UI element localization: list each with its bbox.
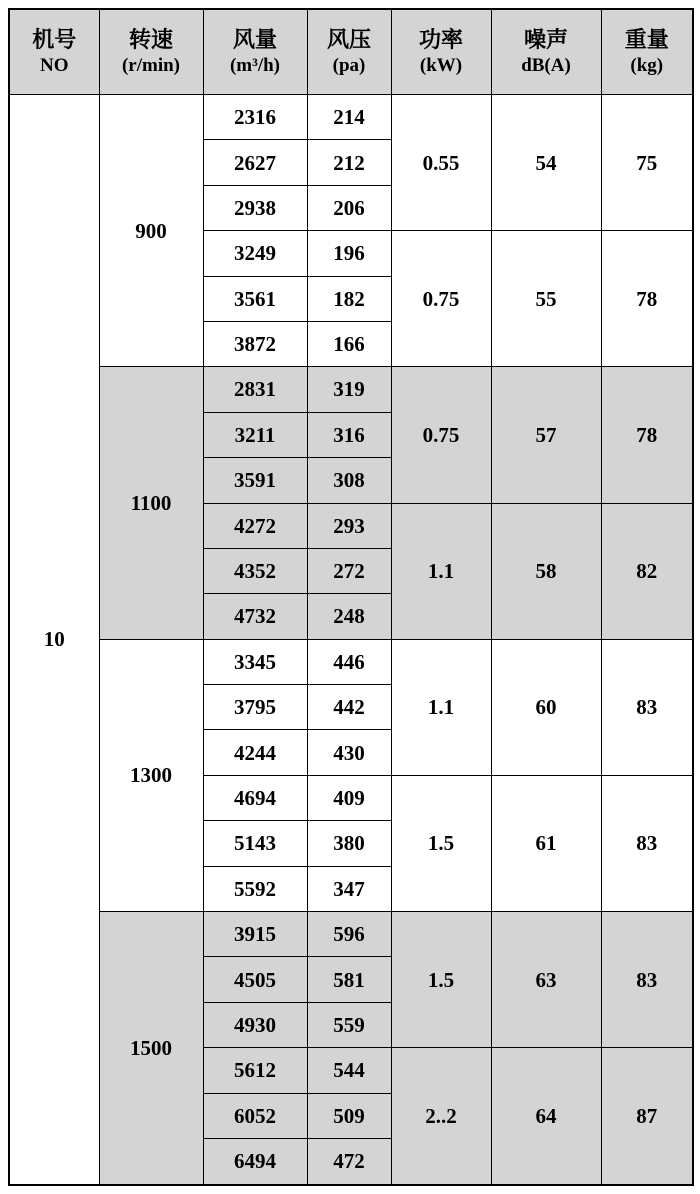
cell-pressure: 293 [307, 503, 391, 548]
cell-airflow: 3249 [203, 231, 307, 276]
cell-airflow: 3561 [203, 276, 307, 321]
cell-airflow: 6494 [203, 1138, 307, 1185]
cell-pressure: 308 [307, 458, 391, 503]
cell-pressure: 472 [307, 1138, 391, 1185]
cell-airflow: 3915 [203, 912, 307, 957]
header-cell-airflow [203, 9, 307, 95]
cell-weight: 75 [601, 95, 693, 231]
cell-pressure: 509 [307, 1093, 391, 1138]
header-label-cn: 功率 [418, 27, 463, 53]
cell-power: 1.1 [391, 639, 491, 775]
cell-airflow: 4352 [203, 548, 307, 593]
cell-pressure: 347 [307, 866, 391, 911]
header-label-unit: dB(A) [521, 54, 571, 76]
cell-pressure: 409 [307, 775, 391, 820]
fan-specification-table [8, 8, 694, 1186]
cell-pressure: 596 [307, 912, 391, 957]
table-header [9, 9, 693, 95]
cell-airflow: 2627 [203, 140, 307, 185]
cell-airflow: 2831 [203, 367, 307, 412]
cell-noise: 58 [491, 503, 601, 639]
cell-pressure: 206 [307, 185, 391, 230]
cell-power: 0.75 [391, 231, 491, 367]
cell-speed: 1100 [99, 367, 203, 639]
cell-airflow: 4244 [203, 730, 307, 775]
header-cell-noise [491, 9, 601, 95]
cell-pressure: 214 [307, 95, 391, 140]
cell-pressure: 559 [307, 1002, 391, 1047]
table-row [9, 95, 693, 140]
table-row [9, 367, 693, 412]
cell-airflow: 3591 [203, 458, 307, 503]
header-cell-pressure [307, 9, 391, 95]
header-label-cn: 机号 [32, 27, 77, 53]
cell-airflow: 4505 [203, 957, 307, 1002]
header-row [9, 9, 693, 95]
header-cell-power [391, 9, 491, 95]
header-label-unit: (kg) [630, 54, 664, 76]
cell-airflow: 5592 [203, 866, 307, 911]
cell-pressure: 272 [307, 548, 391, 593]
table-body [9, 95, 693, 1186]
cell-airflow: 4272 [203, 503, 307, 548]
cell-model-no: 10 [9, 95, 99, 1186]
cell-pressure: 581 [307, 957, 391, 1002]
cell-noise: 55 [491, 231, 601, 367]
cell-airflow: 2316 [203, 95, 307, 140]
cell-weight: 83 [601, 639, 693, 775]
cell-weight: 82 [601, 503, 693, 639]
cell-pressure: 248 [307, 594, 391, 639]
cell-power: 0.55 [391, 95, 491, 231]
header-label-cn: 转速 [128, 27, 173, 53]
cell-noise: 61 [491, 775, 601, 911]
table-row [9, 639, 693, 684]
cell-pressure: 446 [307, 639, 391, 684]
cell-airflow: 5612 [203, 1048, 307, 1093]
cell-pressure: 319 [307, 367, 391, 412]
cell-power: 1.5 [391, 912, 491, 1048]
header-cell-speed [99, 9, 203, 95]
cell-speed: 1500 [99, 912, 203, 1185]
header-label-unit: (kW) [419, 54, 463, 76]
cell-pressure: 544 [307, 1048, 391, 1093]
cell-weight: 78 [601, 367, 693, 503]
cell-speed: 1300 [99, 639, 203, 911]
cell-airflow: 3211 [203, 412, 307, 457]
cell-airflow: 3795 [203, 685, 307, 730]
header-label-unit: NO [40, 54, 69, 76]
cell-airflow: 3872 [203, 321, 307, 366]
cell-power: 1.1 [391, 503, 491, 639]
cell-pressure: 380 [307, 821, 391, 866]
header-label-unit: (pa) [332, 54, 366, 76]
cell-airflow: 2938 [203, 185, 307, 230]
cell-airflow: 6052 [203, 1093, 307, 1138]
header-cell-weight [601, 9, 693, 95]
cell-noise: 57 [491, 367, 601, 503]
cell-pressure: 442 [307, 685, 391, 730]
header-label-cn: 噪声 [523, 27, 568, 53]
cell-power: 0.75 [391, 367, 491, 503]
cell-airflow: 3345 [203, 639, 307, 684]
cell-airflow: 4732 [203, 594, 307, 639]
header-label-cn: 重量 [624, 27, 669, 53]
cell-pressure: 316 [307, 412, 391, 457]
header-label-unit: (m³/h) [229, 54, 281, 76]
cell-pressure: 212 [307, 140, 391, 185]
cell-pressure: 166 [307, 321, 391, 366]
cell-airflow: 4930 [203, 1002, 307, 1047]
cell-airflow: 4694 [203, 775, 307, 820]
cell-noise: 54 [491, 95, 601, 231]
cell-pressure: 430 [307, 730, 391, 775]
table-row [9, 912, 693, 957]
cell-noise: 64 [491, 1048, 601, 1185]
cell-power: 1.5 [391, 775, 491, 911]
cell-airflow: 5143 [203, 821, 307, 866]
cell-pressure: 196 [307, 231, 391, 276]
header-label-unit: (r/min) [121, 54, 181, 76]
header-cell-model-no [9, 9, 99, 95]
cell-noise: 63 [491, 912, 601, 1048]
header-label-cn: 风压 [326, 27, 371, 53]
cell-weight: 78 [601, 231, 693, 367]
header-label-cn: 风量 [232, 27, 277, 53]
cell-weight: 83 [601, 912, 693, 1048]
cell-noise: 60 [491, 639, 601, 775]
cell-pressure: 182 [307, 276, 391, 321]
cell-speed: 900 [99, 95, 203, 367]
cell-weight: 83 [601, 775, 693, 911]
cell-power: 2..2 [391, 1048, 491, 1185]
cell-weight: 87 [601, 1048, 693, 1185]
